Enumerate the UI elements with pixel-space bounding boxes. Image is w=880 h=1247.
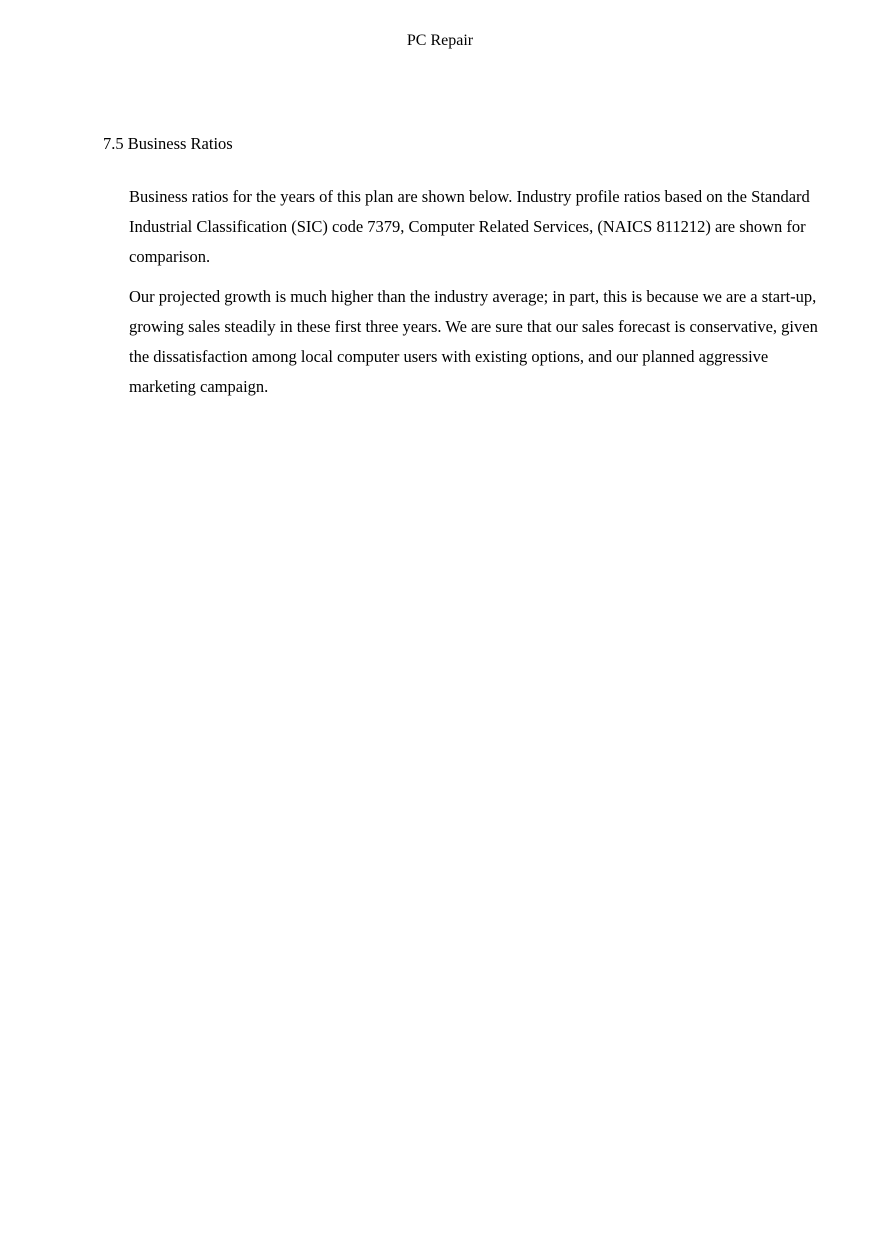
section-heading: 7.5 Business Ratios <box>103 134 233 153</box>
paragraph-ratios-intro: Business ratios for the years of this plan are shown below. Industry profile ratios based on the Standard Industrial Classification (SIC) code 7379, Computer Related Services, (NAICS 811212) are shown for comparison. <box>129 187 810 266</box>
paragraph-growth-explanation: Our projected growth is much higher than the industry average; in part, this is because we are a start-up, growing sales steadily in these first three years. We are sure that our sales forecast is conservative, given the dissatisfaction among local computer users with existing options, and our planned aggressive marketing campaign. <box>129 287 818 396</box>
section-body <box>129 182 833 412</box>
running-header: PC Repair <box>406 32 474 49</box>
